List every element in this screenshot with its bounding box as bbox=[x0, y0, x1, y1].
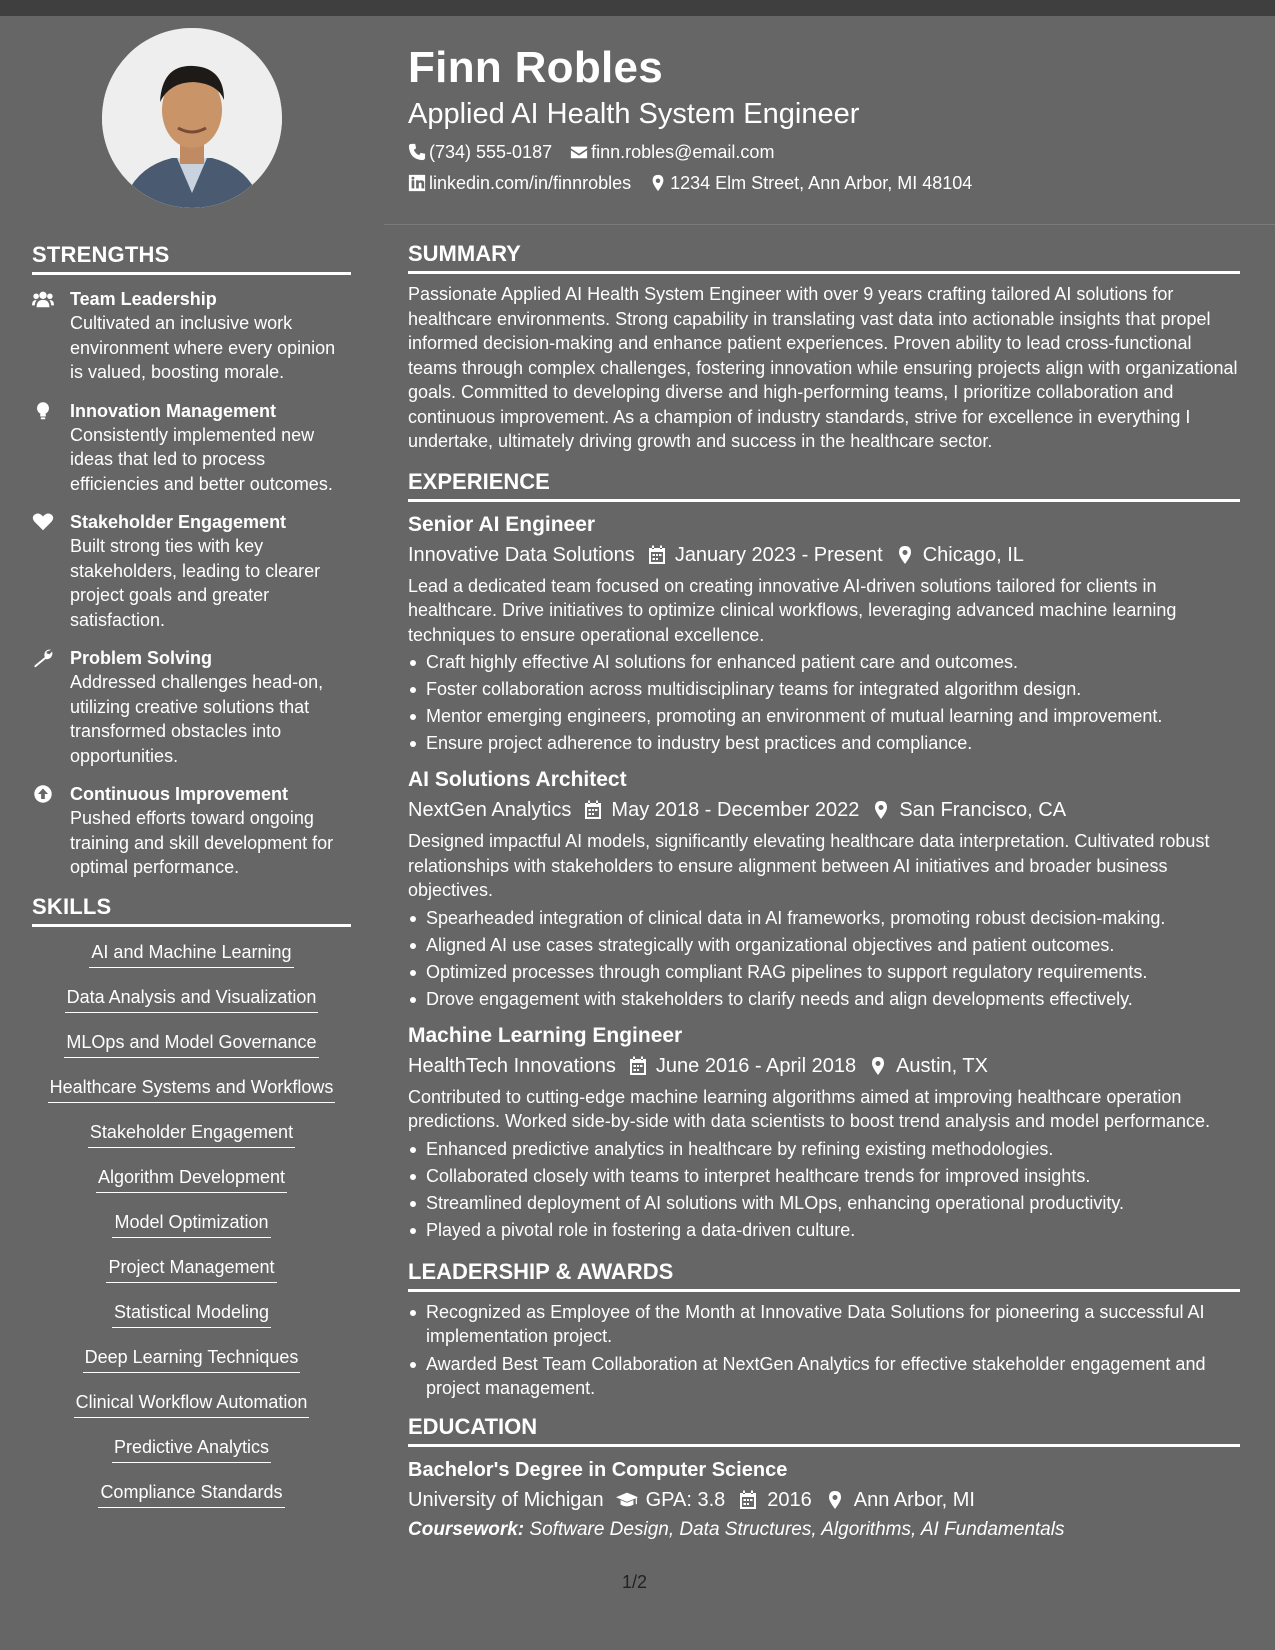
location-pin-icon bbox=[824, 1490, 846, 1510]
location-pin-icon bbox=[868, 1056, 888, 1076]
summary-text: Passionate Applied AI Health System Engineer with over 9 years crafting tailored AI solutions for healthcare environments. Strong capability in translating vast data into actionable insights that propel informed decision-making and enhance patient experiences. Proven ability to lead cross-functional teams through complex challenges, fostering innovation while ensuring projects align with organizational goals. Committed to developing diverse and high-performing teams, I prioritize collaboration and continuous improvement. As a champion of industry standards, strive for excellence in everything I undertake, ultimately driving growth and success in the healthcare sector. bbox=[408, 284, 1238, 451]
strength-item bbox=[32, 510, 351, 632]
linkedin-contact[interactable] bbox=[408, 172, 631, 194]
strength-desc: Pushed efforts toward ongoing training and skill development for optimal performance. bbox=[70, 808, 334, 877]
job-description: Contributed to cutting-edge machine learning algorithms aimed at improving healthcare operation predictions. Worked side-by-side with data scientists to boost trend analysis and model performance. bbox=[408, 1086, 1211, 1131]
job-meta bbox=[408, 542, 1240, 568]
header-divider bbox=[384, 224, 1275, 225]
strength-item bbox=[32, 782, 351, 880]
skill-item: Project Management bbox=[32, 1256, 351, 1301]
bullet-item: Ensure project adherence to industry best practices and compliance. bbox=[408, 730, 1240, 757]
job-title: Senior AI Engineer bbox=[408, 512, 596, 536]
arrow-circle-up-icon bbox=[32, 782, 70, 880]
job-location: Austin, TX bbox=[896, 1054, 988, 1077]
page-number: 1/2 bbox=[622, 1572, 648, 1592]
skill-item: Statistical Modeling bbox=[32, 1301, 351, 1346]
job-company: Innovative Data Solutions bbox=[408, 543, 635, 566]
bullet-item: Optimized processes through compliant RAG pipelines to support regulatory requirements. bbox=[408, 959, 1240, 986]
strength-desc: Consistently implemented new ideas that led to process efficiencies and better outcomes. bbox=[70, 424, 333, 494]
bullet-item: Foster collaboration across multidisciplinary teams for integrated algorithm design. bbox=[408, 676, 1240, 703]
bullet-item: Aligned AI use cases strategically with organizational objectives and patient outcomes. bbox=[408, 932, 1240, 959]
job-entry bbox=[408, 1023, 1240, 1244]
location-pin-icon bbox=[895, 545, 915, 565]
coursework-text: Software Design, Data Structures, Algorithms, AI Fundamentals bbox=[529, 1518, 1065, 1540]
bullet-item: Played a pivotal role in fostering a data-driven culture. bbox=[408, 1217, 1240, 1244]
job-bullets bbox=[408, 1136, 1240, 1244]
phone-icon bbox=[408, 143, 426, 161]
summary-heading: SUMMARY bbox=[408, 240, 1240, 274]
awards-heading: LEADERSHIP & AWARDS bbox=[408, 1258, 1240, 1292]
job-location: Chicago, IL bbox=[922, 543, 1024, 566]
wrench-icon bbox=[32, 646, 70, 768]
coursework-label: Coursework: bbox=[408, 1518, 525, 1540]
skill-item: Model Optimization bbox=[32, 1211, 351, 1256]
candidate-name: Finn Robles bbox=[408, 43, 664, 92]
contact-line bbox=[408, 172, 1238, 194]
calendar-icon bbox=[647, 545, 667, 565]
skill-item: Compliance Standards bbox=[32, 1481, 351, 1526]
job-entry bbox=[408, 767, 1240, 1013]
heart-icon bbox=[32, 510, 70, 632]
skill-item: Healthcare Systems and Workflows bbox=[32, 1076, 351, 1121]
skill-item: Algorithm Development bbox=[32, 1166, 351, 1211]
strengths-list bbox=[32, 287, 351, 880]
education-school: University of Michigan bbox=[408, 1488, 604, 1511]
candidate-title: Applied AI Health System Engineer bbox=[408, 98, 860, 130]
envelope-icon bbox=[570, 143, 588, 161]
education-meta bbox=[408, 1487, 1240, 1513]
strength-item bbox=[32, 287, 351, 385]
job-meta bbox=[408, 797, 1240, 823]
linkedin-text[interactable]: linkedin.com/in/finnrobles bbox=[429, 173, 632, 193]
award-item: Awarded Best Team Collaboration at NextGen Analytics for effective stakeholder engagement and project management. bbox=[408, 1352, 1240, 1401]
resume-header bbox=[408, 42, 1238, 194]
job-location: San Francisco, CA bbox=[899, 799, 1067, 821]
job-title: AI Solutions Architect bbox=[408, 768, 627, 791]
job-dates: May 2018 - December 2022 bbox=[611, 799, 860, 821]
education-degree: Bachelor's Degree in Computer Science bbox=[408, 1458, 788, 1481]
job-entry bbox=[408, 512, 1240, 758]
skill-item: AI and Machine Learning bbox=[32, 941, 351, 986]
strength-desc: Cultivated an inclusive work environment where every opinion is valued, boosting morale. bbox=[70, 313, 336, 382]
email-text[interactable]: finn.robles@email.com bbox=[591, 142, 775, 162]
job-description: Designed impactful AI models, significantly elevating healthcare data interpretation. Cultivated robust relationships with stakeholders to ensure alignment between AI initiatives and broader business objectives. bbox=[408, 831, 1210, 900]
skill-item: Data Analysis and Visualization bbox=[32, 986, 351, 1031]
right-column bbox=[408, 240, 1240, 1543]
bullet-item: Streamlined deployment of AI solutions with MLOps, enhancing operational productivity. bbox=[408, 1190, 1240, 1217]
contact-line bbox=[408, 141, 1238, 163]
address-contact bbox=[649, 172, 972, 194]
strength-title: Team Leadership bbox=[70, 289, 217, 309]
strength-item bbox=[32, 646, 351, 768]
strength-title: Problem Solving bbox=[70, 648, 213, 668]
job-description: Lead a dedicated team focused on creating innovative AI-driven solutions tailored for clients in healthcare. Drive initiatives to optimize clinical workflows, leveraging advanced machine learning techniques to ensure operational excellence. bbox=[408, 575, 1177, 645]
awards-list bbox=[408, 1300, 1240, 1401]
job-company: NextGen Analytics bbox=[408, 799, 572, 821]
users-icon bbox=[32, 287, 70, 385]
strength-desc: Built strong ties with key stakeholders, leading to clearer project goals and greater satisfaction. bbox=[70, 536, 321, 630]
strength-desc: Addressed challenges head-on, utilizing creative solutions that transformed obstacles into opportunities. bbox=[70, 672, 324, 766]
job-dates: January 2023 - Present bbox=[674, 543, 883, 566]
address-text: 1234 Elm Street, Ann Arbor, MI 48104 bbox=[670, 173, 973, 193]
education-heading: EDUCATION bbox=[408, 1413, 1240, 1447]
skill-item: Clinical Workflow Automation bbox=[32, 1391, 351, 1436]
skill-item: Predictive Analytics bbox=[32, 1436, 351, 1481]
strength-title: Stakeholder Engagement bbox=[70, 512, 287, 532]
strengths-heading: STRENGTHS bbox=[32, 242, 351, 275]
location-pin-icon bbox=[649, 174, 667, 192]
job-meta bbox=[408, 1053, 1240, 1079]
skill-item: Stakeholder Engagement bbox=[32, 1121, 351, 1166]
skill-item: MLOps and Model Governance bbox=[32, 1031, 351, 1076]
strength-title: Continuous Improvement bbox=[70, 784, 289, 804]
phone-contact bbox=[408, 141, 552, 163]
calendar-icon bbox=[628, 1056, 648, 1076]
education-location: Ann Arbor, MI bbox=[853, 1488, 975, 1511]
strength-title: Innovation Management bbox=[70, 400, 277, 421]
bullet-item: Collaborated closely with teams to interpret healthcare trends for improved insights. bbox=[408, 1163, 1240, 1190]
award-item: Recognized as Employee of the Month at Innovative Data Solutions for pioneering a successful AI implementation project. bbox=[408, 1300, 1240, 1349]
location-pin-icon bbox=[871, 800, 891, 820]
bullet-item: Craft highly effective AI solutions for enhanced patient care and outcomes. bbox=[408, 649, 1240, 676]
skills-heading: SKILLS bbox=[32, 894, 351, 927]
linkedin-icon bbox=[408, 174, 426, 192]
bullet-item: Spearheaded integration of clinical data in AI frameworks, promoting robust decision-making. bbox=[408, 905, 1240, 932]
skills-list bbox=[32, 941, 351, 1526]
lightbulb-icon bbox=[32, 399, 70, 497]
email-contact[interactable] bbox=[570, 141, 774, 163]
bullet-item: Mentor emerging engineers, promoting an environment of mutual learning and improvement. bbox=[408, 703, 1240, 730]
job-company: HealthTech Innovations bbox=[408, 1054, 616, 1077]
skill-item: Deep Learning Techniques bbox=[32, 1346, 351, 1391]
job-dates: June 2016 - April 2018 bbox=[655, 1054, 857, 1077]
bullet-item: Drove engagement with stakeholders to clarify needs and align developments effectively. bbox=[408, 986, 1240, 1013]
top-bar bbox=[0, 0, 1275, 16]
education-gpa: GPA: 3.8 bbox=[645, 1488, 726, 1511]
coursework bbox=[408, 1517, 1240, 1543]
portrait-image bbox=[102, 28, 282, 208]
graduation-cap-icon bbox=[616, 1490, 638, 1510]
strength-item bbox=[32, 399, 351, 497]
avatar bbox=[102, 28, 282, 208]
calendar-icon bbox=[737, 1490, 759, 1510]
experience-heading: EXPERIENCE bbox=[408, 468, 1240, 502]
bullet-item: Enhanced predictive analytics in healthcare by refining existing methodologies. bbox=[408, 1136, 1240, 1163]
job-bullets bbox=[408, 905, 1240, 1013]
phone-text: (734) 555-0187 bbox=[429, 142, 553, 162]
left-column bbox=[32, 28, 351, 1526]
calendar-icon bbox=[583, 800, 603, 820]
education-year: 2016 bbox=[767, 1488, 812, 1511]
job-bullets bbox=[408, 649, 1240, 757]
job-title: Machine Learning Engineer bbox=[408, 1023, 683, 1047]
